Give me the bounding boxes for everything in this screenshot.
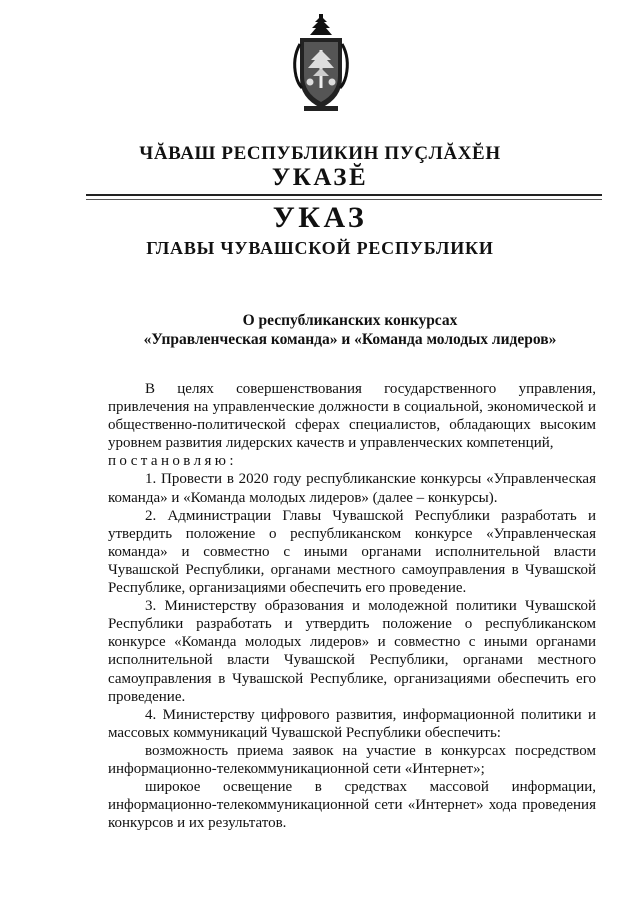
document-body <box>108 380 596 832</box>
paragraph-preamble: В целях совершенствования государственного управления, привлечения на управленческие должности в социальной, экономической и общественно-политической сферах специалистов, обладающих высоким уровнем развития лидерских качеств и управленческих компетенций, <box>108 381 596 452</box>
paragraph-item-2: 2. Администрации Главы Чувашской Республики разработать и утвердить положение о республиканском конкурсе «Управленческая команда» и совместно с иными органами исполнительной власти Чувашской Республики, органами местного самоуправления в Чувашской Республике, организациями обеспечить его проведение. <box>108 507 596 597</box>
chuvash-ukaze-title: УКАЗĔ <box>271 164 369 191</box>
paragraph-decree-word: постановляю: <box>108 453 237 470</box>
document-title-line-1: О республиканских конкурсах <box>242 312 458 329</box>
paragraph-item-4-sub-1: возможность приема заявок на участие в конкурсах посредством информационно-телекоммуникационной сети «Интернет»; <box>108 742 596 777</box>
paragraph-item-3: 3. Министерству образования и молодежной политики Чувашской Республики разработать и утвердить положение о республиканском конкурсе «Команда молодых лидеров» и совместно с иными органами исполнительной власти Чувашской Республики, органами местного самоуправления в Чувашской Республике, организациями обеспечить его проведение. <box>108 598 596 705</box>
paragraph-item-4-sub-2: широкое освещение в средствах массовой информации, информационно-телекоммуникационной сети «Интернет» хода проведения конкурсов и их результатов. <box>108 779 596 832</box>
header-divider-thick <box>86 194 602 196</box>
chuvash-header-title: ЧĂВАШ РЕСПУБЛИКИН ПУÇЛĂХĔН <box>139 143 501 164</box>
russian-head-title: ГЛАВЫ ЧУВАШСКОЙ РЕСПУБЛИКИ <box>146 238 494 258</box>
russian-ukaz-title: УКАЗ <box>272 201 368 234</box>
paragraph-item-1: 1. Провести в 2020 году республиканские конкурсы «Управленческая команда» и «Команда молодых лидеров» (далее – конкурсы). <box>108 471 596 506</box>
paragraph-item-4: 4. Министерству цифрового развития, информационной политики и массовых коммуникаций Чувашской Республики обеспечить: <box>108 706 596 741</box>
document-title-line-2: «Управленческая команда» и «Команда молодых лидеров» <box>143 331 557 348</box>
document-title <box>110 311 590 349</box>
chuvash-coat-of-arms-icon <box>290 10 352 115</box>
header-divider-thin <box>86 199 602 200</box>
